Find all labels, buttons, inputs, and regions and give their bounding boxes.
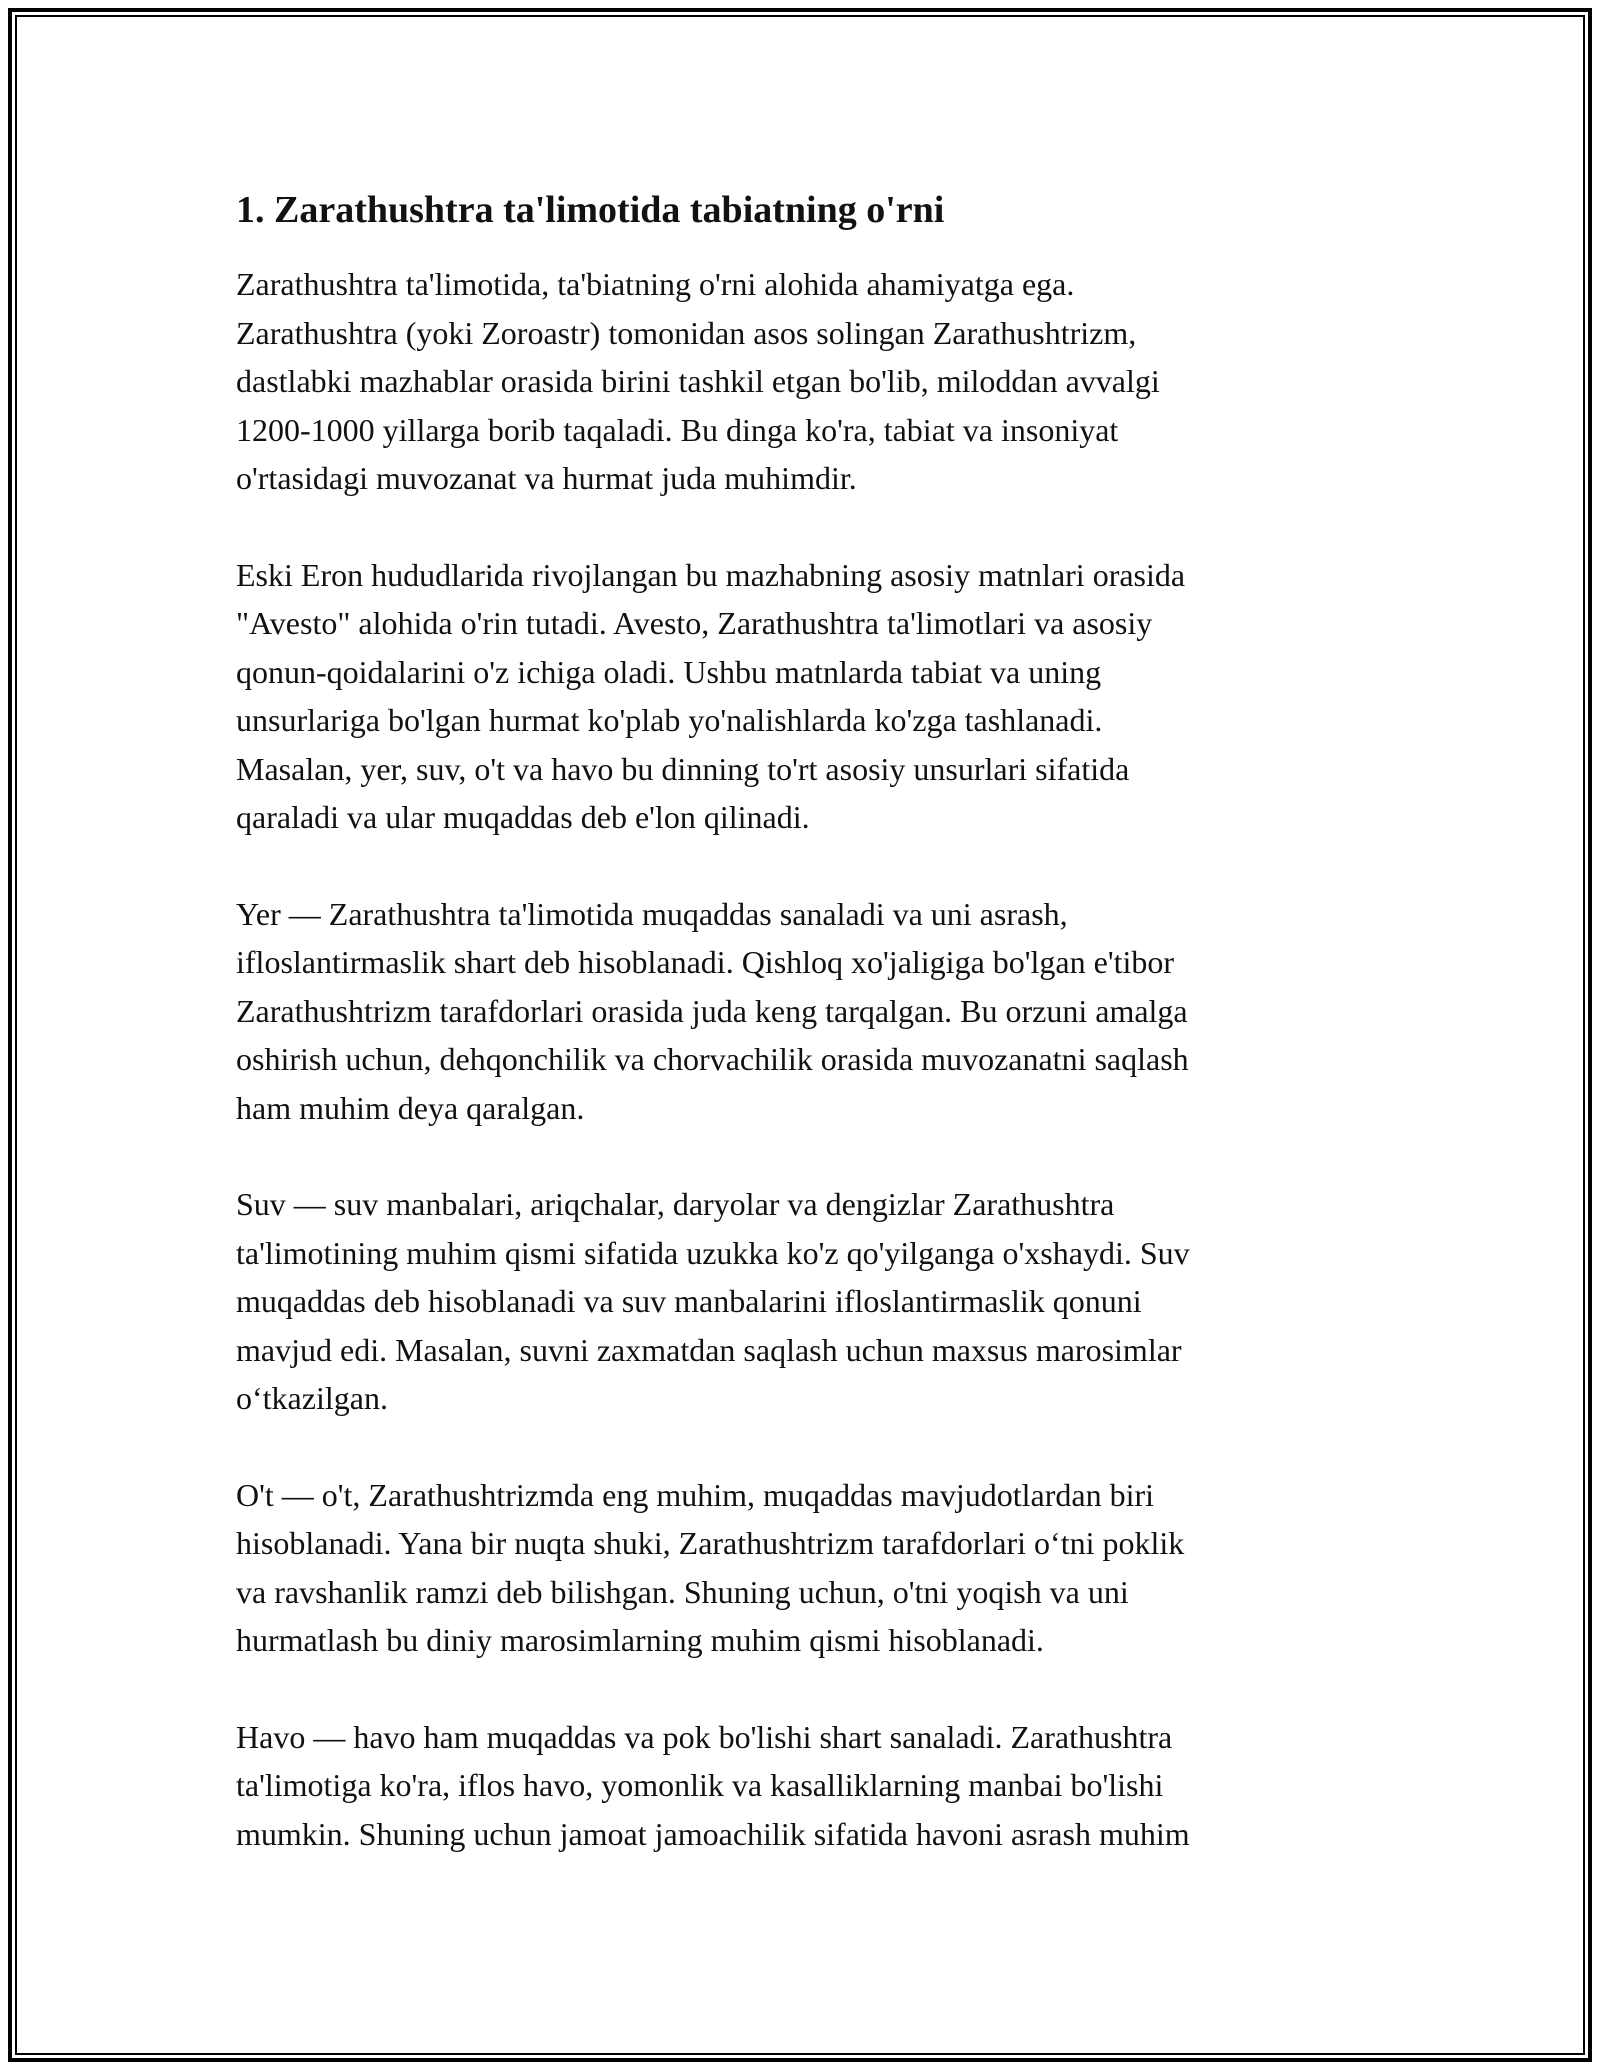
paragraph-yer bbox=[236, 890, 1356, 1133]
text-line: hurmatlash bu diniy marosimlarning muhim qismi hisoblanadi. bbox=[236, 1622, 1044, 1658]
text-line: mumkin. Shuning uchun jamoat jamoachilik sifatida havoni asrash muhim bbox=[236, 1815, 1190, 1852]
text-line: O't — o't, Zarathushtrizmda eng muhim, muqaddas mavjudotlardan biri bbox=[236, 1476, 1154, 1513]
text-line: ta'limotining muhim qismi sifatida uzukka ko'z qo'yilganga o'xshaydi. Suv bbox=[236, 1234, 1190, 1271]
document-body bbox=[236, 186, 1356, 1858]
paragraph-havo bbox=[236, 1713, 1356, 1859]
text-line: Havo — havo ham muqaddas va pok bo'lishi shart sanaladi. Zarathushtra bbox=[236, 1718, 1173, 1755]
text-line: o'rtasidagi muvozanat va hurmat juda muhimdir. bbox=[236, 460, 857, 496]
text-line: ifloslantirmaslik shart deb hisoblanadi. Qishloq xo'jaligiga bo'lgan e'tibor bbox=[236, 944, 1175, 980]
text-line: Yer — Zarathushtra ta'limotida muqaddas sanaladi va uni asrash, bbox=[236, 895, 1068, 932]
text-line: dastlabki mazhablar orasida birini tashkil etgan bo'lib, miloddan avvalgi bbox=[236, 363, 1160, 399]
text-line: hisoblanadi. Yana bir nuqta shuki, Zarathushtrizm tarafdorlari o‘tni poklik bbox=[236, 1525, 1185, 1561]
text-line: "Avesto" alohida o'rin tutadi. Avesto, Zarathushtra ta'limotlari va asosiy bbox=[236, 605, 1153, 641]
paragraph-intro bbox=[236, 260, 1356, 503]
text-line: 1200-1000 yillarga borib taqaladi. Bu dinga ko'ra, tabiat va insoniyat bbox=[236, 411, 1119, 448]
text-line: qaraladi va ular muqaddas deb e'lon qilinadi. bbox=[236, 799, 810, 835]
text-line: muqaddas deb hisoblanadi va suv manbalarini ifloslantirmaslik qonuni bbox=[236, 1283, 1142, 1319]
text-line: o‘tkazilgan. bbox=[236, 1380, 388, 1416]
text-line: oshirish uchun, dehqonchilik va chorvachilik orasida muvozanatni saqlash bbox=[236, 1041, 1189, 1077]
text-line: Zarathushtra ta'limotida, ta'biatning o'rni alohida ahamiyatga ega. bbox=[236, 266, 1075, 302]
text-line: Eski Eron hududlarida rivojlangan bu mazhabning asosiy matnlari orasida bbox=[236, 556, 1186, 593]
text-line: unsurlariga bo'lgan hurmat ko'plab yo'nalishlarda ko'zga tashlanadi. bbox=[236, 702, 1103, 738]
text-line: ham muhim deya qaralgan. bbox=[236, 1089, 585, 1126]
text-line: Suv — suv manbalari, ariqchalar, daryolar va dengizlar Zarathushtra bbox=[236, 1186, 1115, 1222]
text-line: qonun-qoidalarini o'z ichiga oladi. Ushbu matnlarda tabiat va uning bbox=[236, 653, 1102, 690]
text-line: mavjud edi. Masalan, suvni zaxmatdan saqlash uchun maxsus marosimlar bbox=[236, 1331, 1182, 1368]
text-line: Zarathushtra (yoki Zoroastr) tomonidan asos solingan Zarathushtrizm, bbox=[236, 314, 1137, 351]
paragraph-ot bbox=[236, 1471, 1356, 1665]
paragraph-suv bbox=[236, 1180, 1356, 1423]
section-title: 1. Zarathushtra ta'limotida tabiatning o'rni bbox=[236, 189, 945, 231]
text-line: Masalan, yer, suv, o't va havo bu dinning to'rt asosiy unsurlari sifatida bbox=[236, 750, 1130, 787]
text-line: Zarathushtrizm tarafdorlari orasida juda keng tarqalgan. Bu orzuni amalga bbox=[236, 992, 1188, 1029]
paragraph-avesto bbox=[236, 551, 1356, 842]
text-line: va ravshanlik ramzi deb bilishgan. Shuning uchun, o'tni yoqish va uni bbox=[236, 1573, 1129, 1610]
text-line: ta'limotiga ko'ra, iflos havo, yomonlik va kasalliklarning manbai bo'lishi bbox=[236, 1767, 1164, 1803]
